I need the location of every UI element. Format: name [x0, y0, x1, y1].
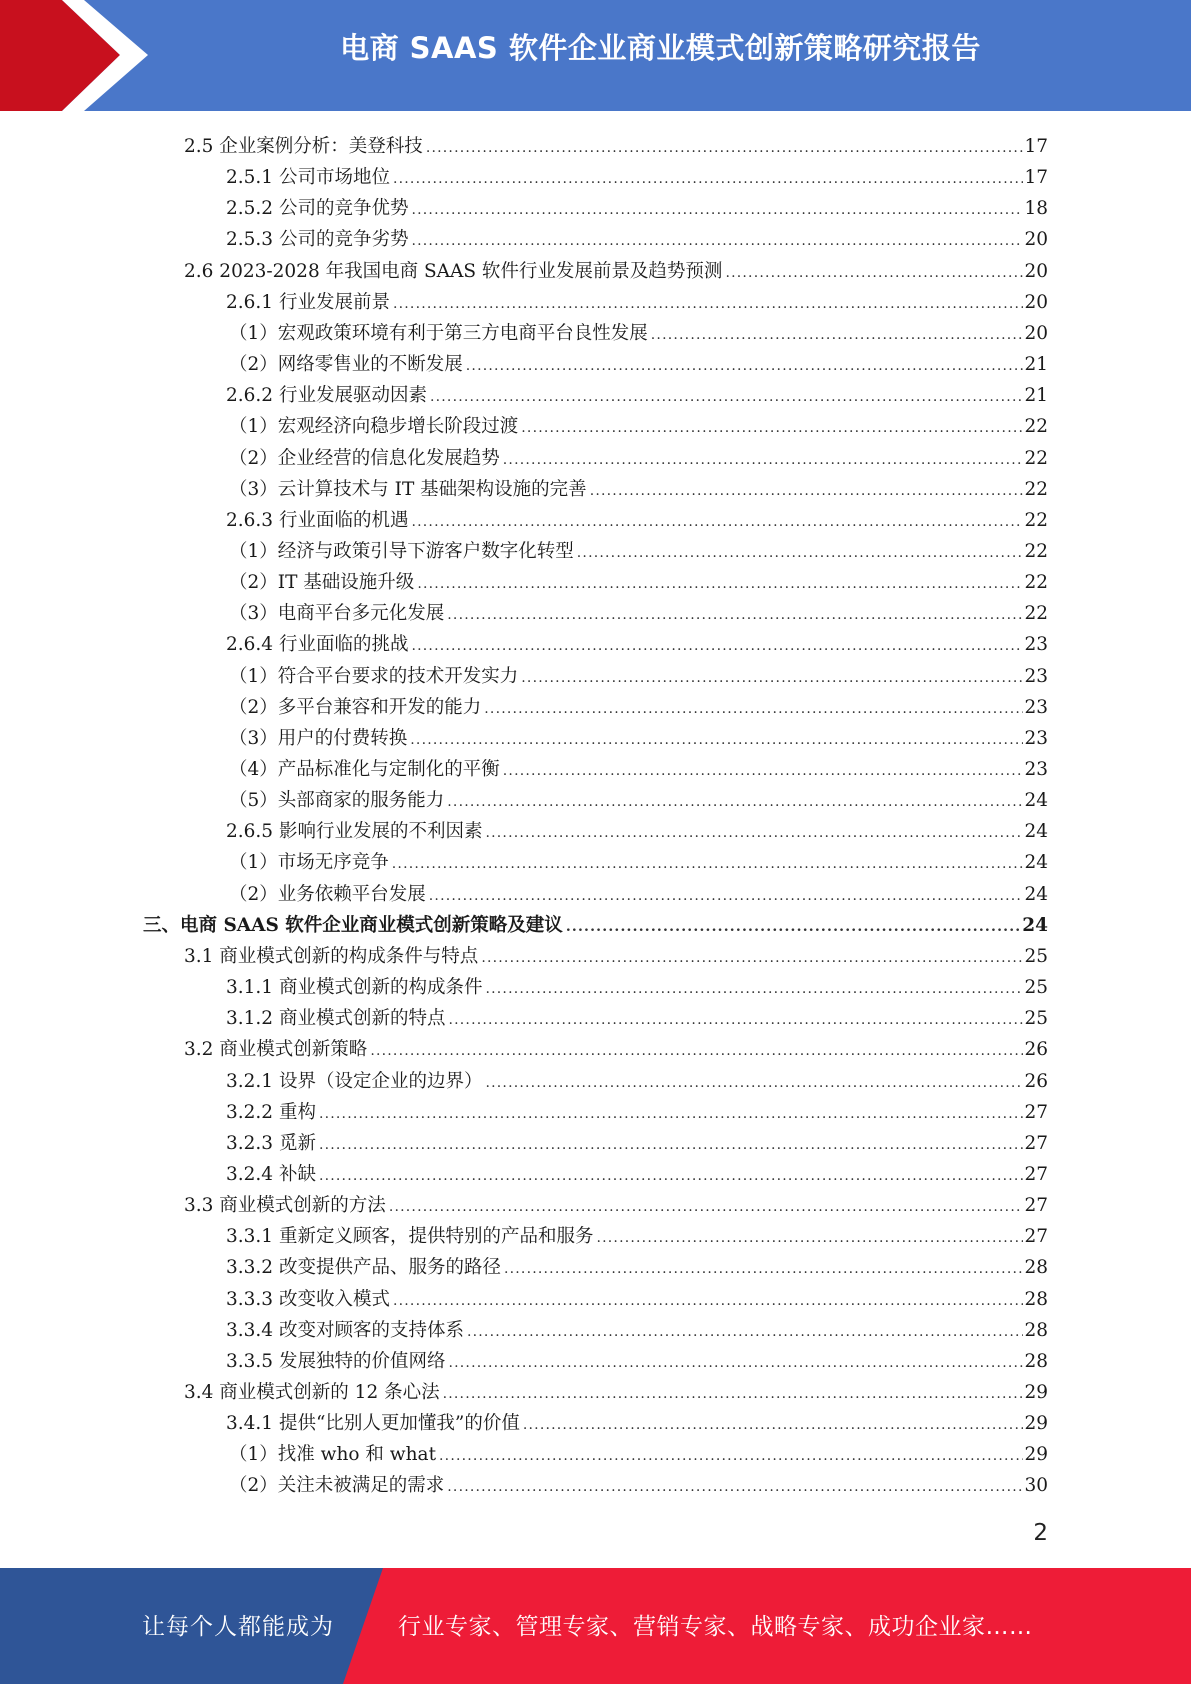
toc-dot-leader [725, 263, 1023, 283]
toc-entry[interactable] [226, 1062, 1048, 1093]
toc-entry-title: 3.4 商业模式创新的 12 条心法 [184, 1382, 440, 1403]
toc-entry-title: 2.6.4 行业面临的挑战 [226, 634, 409, 655]
toc-entry[interactable] [226, 189, 1048, 220]
toc-entry-title: 三、电商 SAAS 软件企业商业模式创新策略及建议 [143, 915, 563, 936]
toc-entry-title: （2）网络零售业的不断发展 [229, 354, 463, 375]
toc-entry[interactable] [226, 1248, 1048, 1279]
page-number: 2 [1033, 1520, 1048, 1546]
toc-dot-leader [596, 1228, 1023, 1248]
toc-entry[interactable] [184, 252, 1048, 283]
toc-entry-page: 22 [1024, 510, 1048, 531]
toc-dot-leader [577, 543, 1024, 563]
toc-dot-leader [370, 1041, 1023, 1061]
toc-entry-page: 24 [1024, 852, 1048, 873]
toc-dot-leader [426, 138, 1024, 158]
toc-entry-page: 22 [1024, 448, 1048, 469]
toc-entry-page: 23 [1024, 666, 1048, 687]
toc-dot-leader [411, 512, 1023, 532]
toc-entry-title: （2）多平台兼容和开发的能力 [229, 697, 482, 718]
toc-entry[interactable] [226, 625, 1048, 656]
toc-entry-page: 24 [1024, 884, 1048, 905]
toc-entry[interactable] [229, 594, 1048, 625]
toc-entry[interactable] [229, 1466, 1048, 1497]
toc-entry-title: （1）经济与政策引导下游客户数字化转型 [229, 541, 574, 562]
toc-entry[interactable] [229, 781, 1048, 812]
toc-dot-leader [521, 668, 1023, 688]
toc-entry-page: 22 [1024, 416, 1048, 437]
toc-entry[interactable] [229, 875, 1048, 906]
toc-entry[interactable] [229, 439, 1048, 470]
toc-entry[interactable] [226, 968, 1048, 999]
toc-entry-title: 3.2.4 补缺 [226, 1164, 316, 1185]
toc-entry-page: 27 [1024, 1226, 1048, 1247]
toc-dot-leader [651, 325, 1024, 345]
toc-entry-page: 25 [1024, 1008, 1048, 1029]
toc-entry-title: （3）电商平台多元化发展 [229, 603, 445, 624]
toc-entry[interactable] [226, 158, 1048, 189]
toc-entry-title: （1）找准 who 和 what [229, 1444, 437, 1465]
toc-entry-page: 29 [1024, 1382, 1048, 1403]
toc-dot-leader [590, 481, 1024, 501]
toc-entry-page: 27 [1024, 1133, 1048, 1154]
toc-entry-page: 29 [1024, 1444, 1048, 1465]
toc-entry-title: （2）IT 基础设施升级 [229, 572, 415, 593]
header-banner [0, 0, 1191, 111]
toc-entry-page: 17 [1024, 136, 1048, 157]
toc-dot-leader [411, 636, 1023, 656]
toc-entry[interactable] [229, 314, 1048, 345]
toc-entry-page: 24 [1022, 915, 1048, 936]
toc-dot-leader [393, 1291, 1023, 1311]
toc-entry-title: 3.1.2 商业模式创新的特点 [226, 1008, 446, 1029]
toc-entry[interactable] [226, 1342, 1048, 1373]
toc-entry-page: 27 [1024, 1164, 1048, 1185]
toc-entry-title: 3.3.1 重新定义顾客，提供特别的产品和服务 [226, 1226, 594, 1247]
toc-dot-leader [393, 169, 1023, 189]
toc-entry-title: 3.2.2 重构 [226, 1102, 316, 1123]
toc-dot-leader [447, 792, 1023, 812]
toc-entry-page: 28 [1024, 1289, 1048, 1310]
toc-entry-title: （1）宏观经济向稳步增长阶段过渡 [229, 416, 519, 437]
toc-entry[interactable] [229, 345, 1048, 376]
toc-dot-leader [410, 730, 1023, 750]
toc-entry-page: 24 [1024, 790, 1048, 811]
toc-entry-title: 3.3.3 改变收入模式 [226, 1289, 390, 1310]
toc-entry[interactable] [226, 501, 1048, 532]
toc-dot-leader [504, 1259, 1023, 1279]
toc-dot-leader [389, 1197, 1024, 1217]
toc-entry[interactable] [229, 1435, 1048, 1466]
toc-entry[interactable] [229, 563, 1048, 594]
toc-entry-page: 18 [1024, 198, 1048, 219]
toc-entry-title: （1）符合平台要求的技术开发实力 [229, 666, 519, 687]
toc-entry-title: 2.5.1 公司市场地位 [226, 167, 390, 188]
toc-entry-page: 26 [1024, 1071, 1048, 1092]
toc-entry-page: 20 [1024, 229, 1048, 250]
toc-dot-leader [417, 574, 1023, 594]
toc-entry[interactable] [229, 750, 1048, 781]
toc-entry-title: （4）产品标准化与定制化的平衡 [229, 759, 500, 780]
toc-entry-page: 23 [1024, 634, 1048, 655]
toc-dot-leader [566, 917, 1021, 937]
toc-dot-leader [411, 200, 1023, 220]
toc-entry[interactable] [184, 937, 1048, 968]
document-title: 电商 SAAS 软件企业商业模式创新策略研究报告 [340, 31, 981, 65]
toc-entry-title: 2.6 2023-2028 年我国电商 SAAS 软件行业发展前景及趋势预测 [184, 261, 723, 282]
footer-slogan-left: 让每个人都能成为 [142, 1614, 334, 1640]
toc-dot-leader [411, 231, 1023, 251]
toc-entry[interactable] [226, 1311, 1048, 1342]
toc-entry[interactable] [184, 1373, 1048, 1404]
toc-entry[interactable] [226, 1404, 1048, 1435]
toc-entry[interactable] [226, 1280, 1048, 1311]
toc-entry-page: 24 [1024, 821, 1048, 842]
toc-entry-title: （5）头部商家的服务能力 [229, 790, 445, 811]
toc-entry-title: （3）云计算技术与 IT 基础架构设施的完善 [229, 479, 587, 500]
toc-entry-page: 27 [1024, 1102, 1048, 1123]
toc-entry-page: 26 [1024, 1039, 1048, 1060]
toc-entry[interactable] [229, 843, 1048, 874]
footer-banner [0, 1568, 1191, 1684]
toc-entry[interactable] [226, 283, 1048, 314]
toc-entry[interactable] [226, 1093, 1048, 1124]
toc-dot-leader [439, 1446, 1023, 1466]
toc-entry-title: 2.6.5 影响行业发展的不利因素 [226, 821, 483, 842]
toc-entry-title: 3.2 商业模式创新策略 [184, 1039, 368, 1060]
toc-entry-title: 3.2.1 设界（设定企业的边界） [226, 1071, 483, 1092]
toc-entry-page: 28 [1024, 1351, 1048, 1372]
toc-entry-title: （2）关注未被满足的需求 [229, 1475, 445, 1496]
toc-dot-leader [503, 761, 1024, 781]
toc-entry[interactable] [229, 719, 1048, 750]
toc-dot-leader [319, 1104, 1024, 1124]
toc-entry-title: （2）企业经营的信息化发展趋势 [229, 448, 500, 469]
toc-entry-page: 30 [1024, 1475, 1048, 1496]
toc-entry-title: 2.6.1 行业发展前景 [226, 292, 390, 313]
toc-entry-title: （1）宏观政策环境有利于第三方电商平台良性发展 [229, 323, 648, 344]
toc-dot-leader [392, 854, 1024, 874]
footer-slogan-right: 行业专家、管理专家、营销专家、战略专家、成功企业家…… [398, 1614, 1033, 1640]
toc-dot-leader [467, 1322, 1023, 1342]
toc-entry-page: 22 [1024, 479, 1048, 500]
toc-dot-leader [503, 450, 1024, 470]
toc-entry-title: 2.5.2 公司的竞争优势 [226, 198, 409, 219]
toc-entry-title: （3）用户的付费转换 [229, 728, 408, 749]
toc-entry-page: 29 [1024, 1413, 1048, 1434]
toc-entry-title: 3.3.4 改变对顾客的支持体系 [226, 1320, 464, 1341]
toc-dot-leader [484, 699, 1023, 719]
toc-dot-leader [521, 418, 1023, 438]
toc-dot-leader [481, 948, 1023, 968]
toc-entry-title: 3.1 商业模式创新的构成条件与特点 [184, 946, 479, 967]
toc-entry-page: 28 [1024, 1320, 1048, 1341]
toc-entry[interactable] [229, 407, 1048, 438]
toc-entry-page: 23 [1024, 697, 1048, 718]
toc-entry[interactable] [184, 1030, 1048, 1061]
toc-entry-title: 2.6.3 行业面临的机遇 [226, 510, 409, 531]
toc-entry-page: 22 [1024, 541, 1048, 562]
toc-entry[interactable] [229, 657, 1048, 688]
toc-entry-page: 21 [1024, 354, 1048, 375]
toc-dot-leader [319, 1135, 1024, 1155]
toc-dot-leader [393, 294, 1023, 314]
toc-entry-title: 3.3.2 改变提供产品、服务的路径 [226, 1257, 501, 1278]
toc-dot-leader [448, 1353, 1023, 1373]
toc-entry[interactable] [226, 1217, 1048, 1248]
toc-entry[interactable] [226, 1155, 1048, 1186]
toc-entry-page: 20 [1024, 323, 1048, 344]
toc-entry[interactable] [226, 220, 1048, 251]
toc-dot-leader [448, 1010, 1023, 1030]
toc-entry-title: 3.3.5 发展独特的价值网络 [226, 1351, 446, 1372]
toc-entry-title: （1）市场无序竞争 [229, 852, 389, 873]
toc-entry-page: 25 [1024, 977, 1048, 998]
toc-entry-page: 21 [1024, 385, 1048, 406]
toc-entry[interactable] [226, 999, 1048, 1030]
toc-entry-page: 23 [1024, 759, 1048, 780]
toc-entry[interactable] [229, 532, 1048, 563]
toc-entry-title: 3.1.1 商业模式创新的构成条件 [226, 977, 483, 998]
toc-entry-page: 20 [1024, 292, 1048, 313]
toc-entry[interactable] [184, 1186, 1048, 1217]
toc-dot-leader [447, 605, 1023, 625]
toc-entry[interactable] [229, 470, 1048, 501]
toc-dot-leader [430, 387, 1023, 407]
toc-entry-title: 3.2.3 觅新 [226, 1133, 316, 1154]
toc-entry-page: 22 [1024, 572, 1048, 593]
toc-entry[interactable] [226, 812, 1048, 843]
toc-entry-title: 3.3 商业模式创新的方法 [184, 1195, 386, 1216]
toc-entry-page: 28 [1024, 1257, 1048, 1278]
toc-entry-page: 27 [1024, 1195, 1048, 1216]
toc-entry[interactable] [143, 906, 1048, 937]
toc-dot-leader [523, 1415, 1024, 1435]
toc-entry-title: 3.4.1 提供“比别人更加懂我”的价值 [226, 1413, 520, 1434]
toc-entry-page: 20 [1024, 261, 1048, 282]
toc-entry-title: 2.6.2 行业发展驱动因素 [226, 385, 427, 406]
toc-dot-leader [429, 886, 1024, 906]
toc-dot-leader [485, 823, 1023, 843]
toc-entry-title: 2.5.3 公司的竞争劣势 [226, 229, 409, 250]
toc-dot-leader [447, 1477, 1023, 1497]
toc-dot-leader [485, 979, 1023, 999]
toc-dot-leader [485, 1073, 1023, 1093]
toc-entry-page: 23 [1024, 728, 1048, 749]
toc-entry-title: （2）业务依赖平台发展 [229, 884, 426, 905]
toc-dot-leader [443, 1384, 1024, 1404]
toc-entry[interactable] [229, 688, 1048, 719]
toc-entry[interactable] [226, 1124, 1048, 1155]
toc-entry[interactable] [226, 376, 1048, 407]
toc-entry-page: 25 [1024, 946, 1048, 967]
toc-entry[interactable] [184, 127, 1048, 158]
toc-dot-leader [466, 356, 1024, 376]
toc-entry-page: 17 [1024, 167, 1048, 188]
toc-entry-page: 22 [1024, 603, 1048, 624]
toc-dot-leader [319, 1166, 1024, 1186]
toc-entry-title: 2.5 企业案例分析：美登科技 [184, 136, 423, 157]
